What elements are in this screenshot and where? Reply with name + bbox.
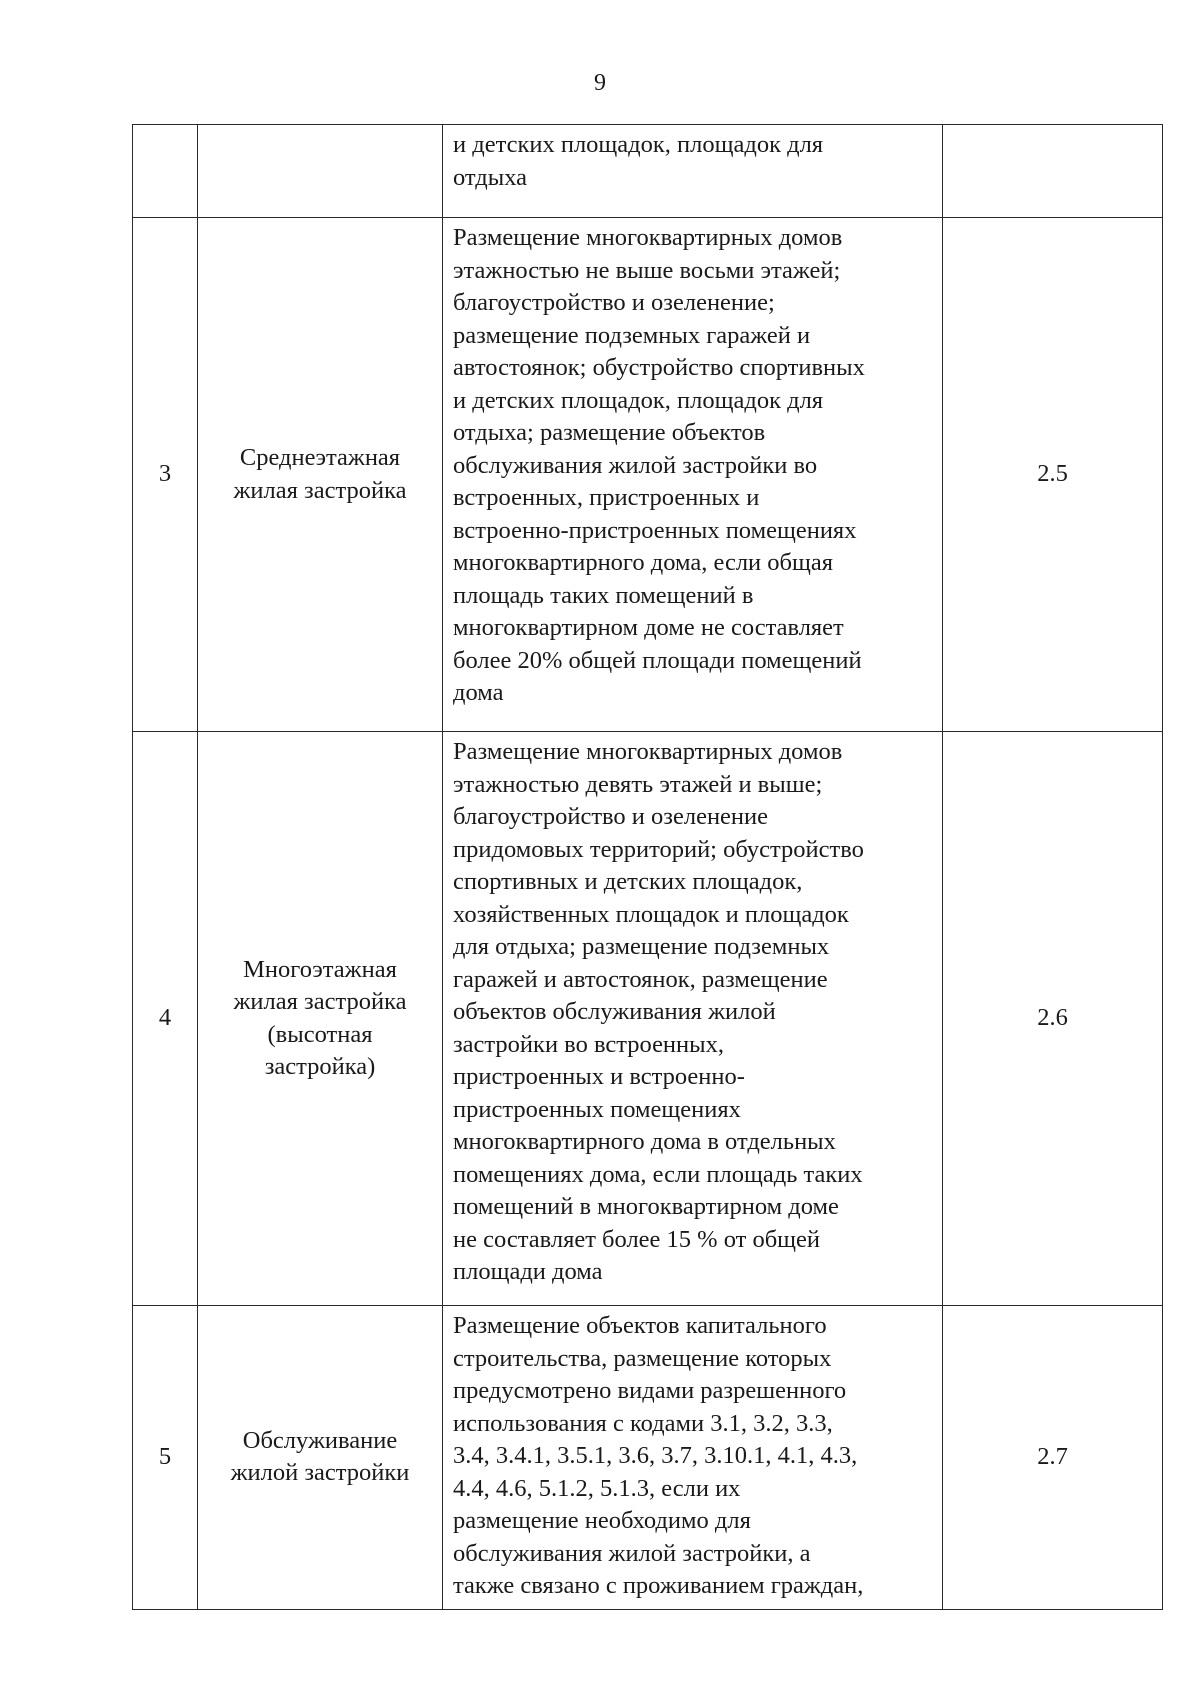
description-line: использования с кодами 3.1, 3.2, 3.3,: [453, 1409, 833, 1437]
description-line: этажностью не выше восьми этажей;: [453, 256, 841, 284]
description-line: помещениях дома, если площадь таких: [453, 1160, 863, 1188]
description-line: предусмотрено видами разрешенного: [453, 1377, 847, 1404]
description-cell: [443, 218, 943, 732]
description-line: не составляет более 15 % от общей: [453, 1225, 821, 1253]
use-name-line: (высотная: [267, 1020, 373, 1048]
use-name-line: жилой застройки: [230, 1459, 410, 1487]
description-cell: [443, 1306, 943, 1610]
description-line: площадь таких помещений в: [453, 581, 754, 609]
description-line: отдыха: [453, 163, 528, 191]
description-line: более 20% общей площади помещений: [453, 646, 862, 674]
description-line: застройки во встроенных,: [453, 1030, 724, 1058]
description-line: также связано с проживанием граждан,: [453, 1572, 864, 1599]
code-cell: [943, 125, 1163, 218]
code-cell: 2.6: [943, 732, 1163, 1306]
row-number-cell: 5: [133, 1306, 198, 1610]
description-line: автостоянок; обустройство спортивных: [453, 354, 865, 381]
description-cell: [443, 125, 943, 218]
description-line: Размещение объектов капитального: [453, 1312, 827, 1339]
description-line: и детских площадок, площадок для: [453, 131, 824, 158]
code-cell: 2.7: [943, 1306, 1163, 1610]
description-line: придомовых территорий; обустройство: [453, 835, 864, 863]
description-line: гаражей и автостоянок, размещение: [453, 965, 828, 993]
use-name-line: застройка): [264, 1053, 376, 1080]
description-line: помещений в многоквартирном доме: [453, 1193, 839, 1220]
description-line: обслуживания жилой застройки, а: [453, 1539, 811, 1567]
description-line: пристроенных и встроенно-: [453, 1063, 745, 1090]
description-cell: [443, 732, 943, 1306]
use-name-line: жилая застройка: [233, 988, 407, 1015]
description-line: 3.4, 3.4.1, 3.5.1, 3.6, 3.7, 3.10.1, 4.1, 4.3,: [453, 1442, 858, 1469]
description-line: спортивных и детских площадок,: [453, 868, 803, 895]
description-line: Размещение многоквартирных домов: [453, 738, 843, 765]
description-line: и детских площадок, площадок для: [453, 386, 824, 414]
description-line: размещение подземных гаражей и: [453, 321, 811, 349]
description-line: благоустройство и озеленение;: [453, 289, 775, 316]
description-line: встроенно-пристроенных помещениях: [453, 516, 857, 544]
table-row: [133, 218, 1163, 732]
row-number-cell: 4: [133, 732, 198, 1306]
use-name-line: Обслуживание: [242, 1426, 398, 1454]
land-use-table: [132, 124, 1163, 1610]
description-line: обслуживания жилой застройки во: [453, 451, 818, 479]
description-line: 4.4, 4.6, 5.1.2, 5.1.3, если их: [453, 1474, 741, 1502]
description-line: встроенных, пристроенных и: [453, 484, 760, 511]
code-cell: 2.5: [943, 218, 1163, 732]
description-line: размещение необходимо для: [453, 1507, 751, 1534]
description-line: этажностью девять этажей и выше;: [453, 770, 823, 798]
description-line: пристроенных помещениях: [453, 1095, 741, 1123]
description-line: дома: [453, 679, 504, 706]
use-name-cell: [198, 1306, 443, 1610]
table-body: [133, 125, 1163, 1610]
table-row: [133, 125, 1163, 218]
page-number: 9: [594, 70, 606, 96]
row-number-cell: [133, 125, 198, 218]
description-line: благоустройство и озеленение: [453, 803, 769, 830]
description-line: площади дома: [453, 1258, 603, 1285]
table-row: [133, 1306, 1163, 1610]
description-line: хозяйственных площадок и площадок: [453, 900, 849, 928]
row-number-cell: 3: [133, 218, 198, 732]
description-line: отдыха; размещение объектов: [453, 419, 766, 446]
description-line: Размещение многоквартирных домов: [453, 224, 843, 251]
description-line: строительства, размещение которых: [453, 1344, 832, 1372]
use-name-cell: [198, 125, 443, 218]
description-line: объектов обслуживания жилой: [453, 998, 776, 1025]
use-name-line: Многоэтажная: [243, 955, 397, 983]
use-name-cell: [198, 732, 443, 1306]
description-line: для отдыха; размещение подземных: [453, 933, 830, 960]
use-name-line: Среднеэтажная: [239, 444, 401, 471]
table-row: [133, 732, 1163, 1306]
use-name-cell: [198, 218, 443, 732]
description-line: многоквартирного дома, если общая: [453, 549, 834, 576]
description-line: многоквартирном доме не составляет: [453, 614, 844, 641]
use-name-line: жилая застройка: [233, 476, 407, 504]
description-line: многоквартирного дома в отдельных: [453, 1128, 836, 1155]
